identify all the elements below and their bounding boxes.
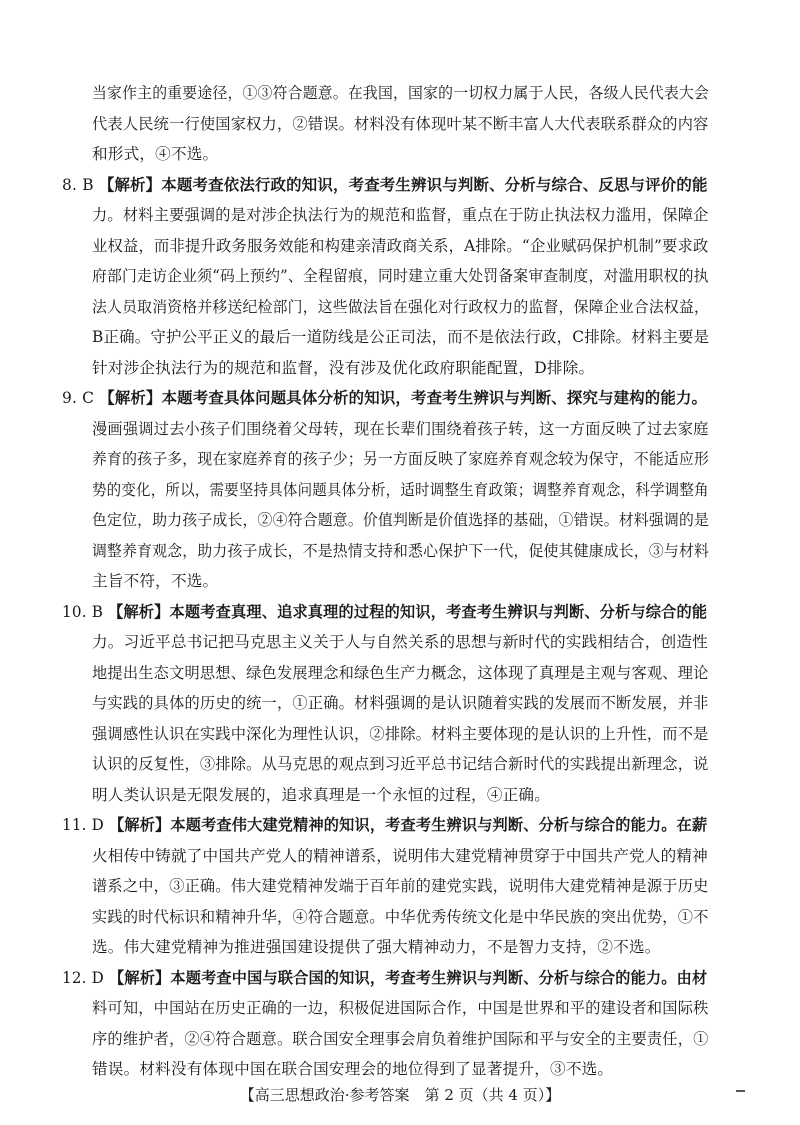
question-12-heading: [62, 965, 707, 991]
analysis-topic: 伟大建党精神的知识，考查考生辨识与判断、分析与综合的能力。在薪: [231, 815, 708, 834]
analysis-prefix: 【解析】本题考查: [98, 174, 224, 194]
question-number: 8. B: [62, 175, 99, 194]
text-line: 代表人民统一行使国家权力，②错误。材料没有体现叶某不断丰富人大代表联系群众的内容: [92, 114, 709, 133]
question-9-heading: [62, 385, 707, 411]
text-line: 明人类认识是无限发展的，追求真理是一个永恒的过程，④正确。: [92, 785, 551, 804]
analysis-prefix: 【解析】本题考查: [109, 815, 232, 834]
question-8-heading: [62, 172, 708, 198]
text-line: 针对涉企执法行为的规范和监督，没有涉及优化政府职能配置，D排除。: [92, 358, 595, 377]
text-line: B正确。守护公平正义的最后一道防线是公正司法，而不是依法行政，C排除。材料主要是: [92, 328, 710, 346]
text-line: 法人员取消资格并移送纪检部门，这些做法旨在强化对行政权力的监督，保障企业合法权益，: [92, 297, 710, 316]
text-line: 火相传中铸就了中国共产党人的精神谱系，说明伟大建党精神贯穿于中国共产党人的精神: [92, 846, 708, 865]
text-line: 调整养育观念，助力孩子成长，不是热情支持和悉心保护下一代，促使其健康成长，③与材料: [92, 541, 710, 560]
text-line: 与实践的具体的历史的统一，①正确。材料强调的是认识随着实践的发展而不断发展，并非: [92, 694, 709, 712]
analysis-prefix: 【解析】本题考查: [99, 388, 224, 407]
page-footer: 【高三思想政治·参考答案 第 2 页（共 4 页）】: [239, 1086, 561, 1104]
text-line: 漫画强调过去小孩子们围绕着父母转，现在长辈们围绕着孩子转，这一方面反映了过去家庭: [92, 419, 709, 438]
text-line: 强调感性认识在实践中深化为理性认识，②排除。材料主要体现的是认识的上升性，而不是: [92, 724, 709, 743]
text-line: 主旨不符，不选。: [92, 572, 219, 590]
question-11-heading: [62, 812, 707, 838]
text-line: 势的变化，所以，需要坚持具体问题具体分析，适时调整生育政策；调整养育观念，科学调整角: [92, 480, 709, 499]
text-line: 谱系之中，③正确。伟大建党精神发端于百年前的建党实践，说明伟大建党精神是源于历史: [92, 877, 709, 895]
analysis-topic: 依法行政的知识，考查考生辨识与判断、分析与综合、反思与评价的能: [223, 174, 708, 194]
analysis-topic: 真理、追求真理的过程的知识，考查考生辨识与判断、分析与综合的能: [230, 601, 708, 621]
text-line: 力。材料主要强调的是对涉企执法行为的规范和监督，重点在于防止执法权力滥用，保障企: [92, 206, 709, 224]
corner-mark: [736, 1090, 745, 1092]
text-line: 力。习近平总书记把马克思主义关于人与自然关系的思想与新时代的实践相结合，创造性: [92, 633, 708, 651]
text-line: 认识的反复性，③排除。从马克思的观点到习近平总书记结合新时代的实践提出新理念，说: [92, 755, 709, 773]
text-line: 府部门走访企业须“码上预约”、全程留痕，同时建立重大处罚备案审查制度，对滥用职权的执: [92, 267, 709, 285]
question-number: 12. D: [62, 968, 110, 987]
question-number: 10. B: [62, 602, 109, 621]
text-line: 序的维护者，②④符合题意。联合国安全理事会肩负着维护国际和平与安全的主要责任，①: [92, 1029, 709, 1048]
question-10-heading: [62, 599, 707, 625]
question-number: 9. C: [62, 389, 100, 407]
text-line: 色定位，助力孩子成长，②④符合题意。价值判断是价值选择的基础，①错误。材料强调的是: [92, 511, 710, 529]
text-line: 和形式，④不选。: [92, 145, 219, 163]
analysis-prefix: 【解析】本题考查: [109, 967, 232, 987]
question-number: 11. D: [62, 816, 110, 834]
analysis-topic: 中国与联合国的知识，考查考生辨识与判断、分析与综合的能力。由材: [231, 967, 708, 987]
text-line: 错误。材料没有体现中国在联合国安理会的地位得到了显著提升，③不选。: [92, 1060, 614, 1078]
text-line: 业权益，而非提升政务服务效能和构建亲清政商关系，A排除。“企业赋码保护机制”要求政: [92, 236, 709, 255]
text-line: 实践的时代标识和精神升华，④符合题意。中华优秀传统文化是中华民族的突出优势，①不: [92, 907, 709, 926]
text-line: 当家作主的重要途径，①③符合题意。在我国，国家的一切权力属于人民，各级人民代表大会: [92, 84, 710, 102]
text-line: 养育的孩子多，现在家庭养育的孩子少；另一方面反映了家庭养育观念较为保守，不能适应形: [92, 450, 710, 468]
text-line: 地提出生态文明思想、绿色发展理念和绿色生产力概念，这体现了真理是主观与客观、理论: [92, 663, 709, 682]
text-line: 选。伟大建党精神为推进强国建设提供了强大精神动力，不是智力支持，②不选。: [92, 938, 661, 956]
analysis-topic: 具体问题具体分析的知识，考查考生辨识与判断、探究与建构的能力。: [223, 388, 708, 407]
text-line: 料可知，中国站在历史正确的一边，积极促进国际合作，中国是世界和平的建设者和国际秩: [92, 999, 709, 1017]
analysis-prefix: 【解析】本题考查: [108, 601, 231, 621]
